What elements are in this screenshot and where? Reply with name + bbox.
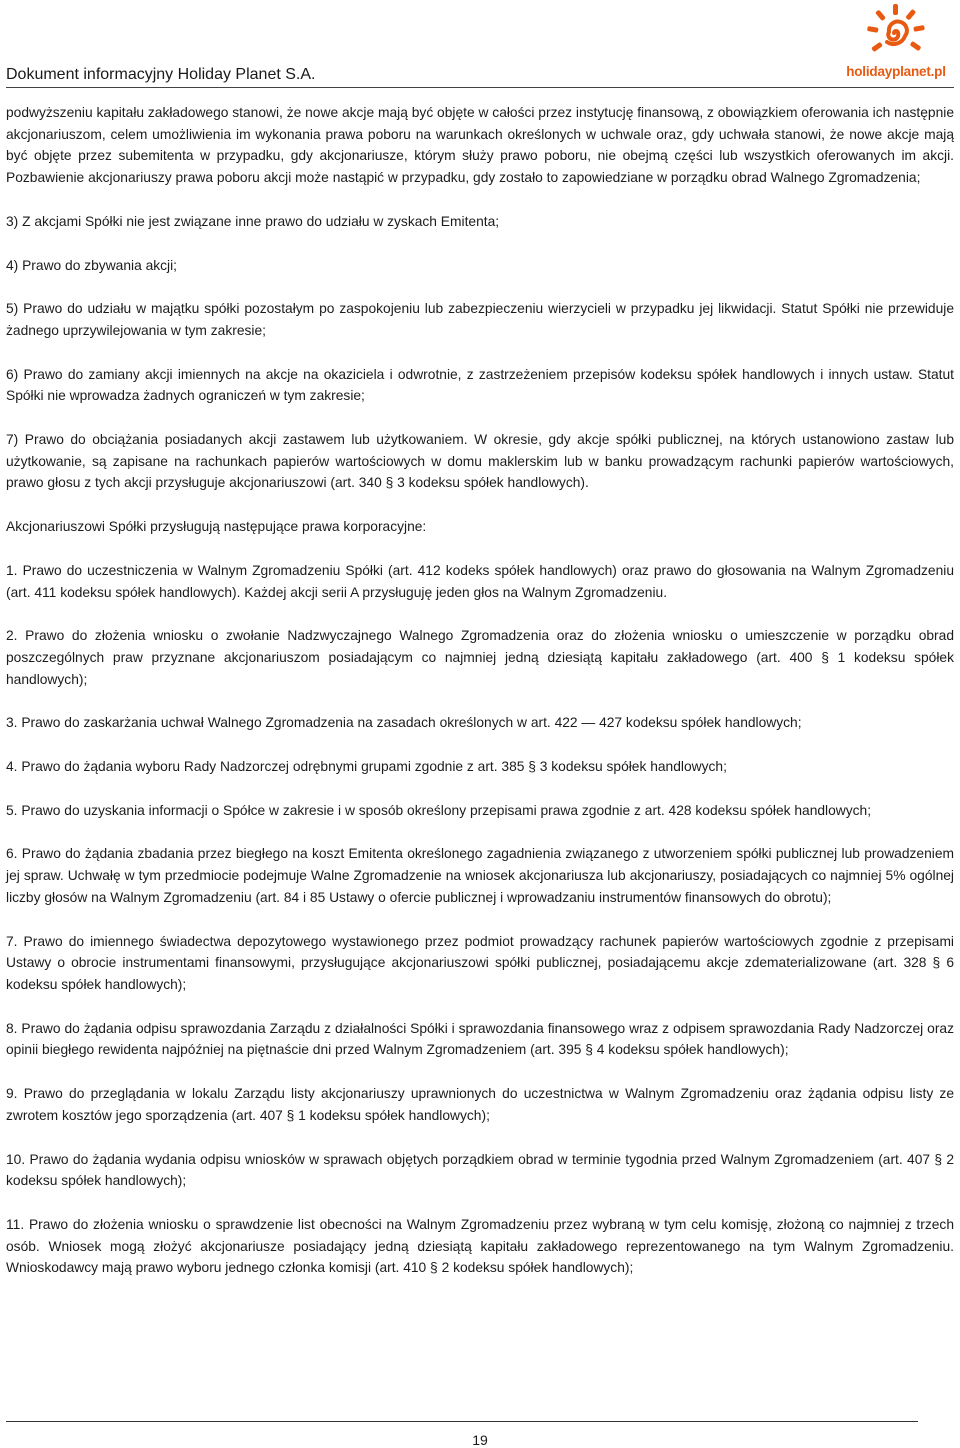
- paragraph: 7) Prawo do obciążania posiadanych akcji zastawem lub użytkowaniem. W okresie, gdy akcje spółki publicznej, na których ustanowiono zastaw lub użytkowanie, są zapisane na rachunkach papierów wartościowych w domu maklerskim lub w banku prowadzącym rachunki papierów wartościowych, prawo głosu z tych akcji przysługuje akcjonariuszowi (art. 340 § 3 kodeksu spółek handlowych).: [6, 432, 954, 491]
- paragraph: 5. Prawo do uzyskania informacji o Spółce w zakresie i w sposób określony przepisami prawa zgodnie z art. 428 kodeksu spółek handlowych;: [6, 802, 872, 818]
- page-number: 19: [472, 1432, 488, 1448]
- paragraph: 7. Prawo do imiennego świadectwa depozytowego wystawionego przez podmiot prowadzący rachunek papierów wartościowych zgodnie z przepisami Ustawy o obrocie instrumentami finansowymi, przysługujące akcjonariuszowi spółki publicznej, posiadającemu akcje zdematerializowane (art. 328 § 6 kodeksu spółek handlowych);: [6, 933, 954, 992]
- paragraph: 1. Prawo do uczestniczenia w Walnym Zgromadzeniu Spółki (art. 412 kodeks spółek handlowych) oraz prawo do głosowania na Walnym Zgromadzeniu (art. 411 kodeksu spółek handlowych). Każdej akcji serii A przysługuję jeden głos na Walnym Zgromadzeniu.: [6, 562, 954, 600]
- logo-text: holidayplanet.pl: [846, 64, 946, 79]
- paragraph: 6) Prawo do zamiany akcji imiennych na akcje na okaziciela i odwrotnie, z zastrzeżeniem przepisów kodeksu spółek handlowych i innych ustaw. Statut Spółki nie wprowadza żadnych ograniczeń w tym zakresie;: [6, 366, 954, 404]
- footer-divider: [6, 1421, 918, 1422]
- paragraph: 10. Prawo do żądania wydania odpisu wniosków w sprawach objętych porządkiem obrad w terminie tygodnia przed Walnym Zgromadzeniem (art. 407 § 2 kodeksu spółek handlowych);: [6, 1151, 954, 1189]
- page-header: [0, 0, 960, 88]
- paragraph: 3) Z akcjami Spółki nie jest związane inne prawo do udziału w zyskach Emitenta;: [6, 213, 500, 229]
- paragraph: 2. Prawo do złożenia wniosku o zwołanie Nadzwyczajnego Walnego Zgromadzenia oraz do złożenia wniosku o umieszczenie w porządku obrad poszczególnych praw przyznane akcjonariuszom posiadającym co najmniej jedną dziesiątą kapitału zakładowego (art. 400 § 1 kodeksu spółek handlowych);: [6, 628, 954, 687]
- paragraph: podwyższeniu kapitału zakładowego stanowi, że nowe akcje mają być objęte w całości przez instytucję finansową, z obowiązkiem oferowania ich następnie akcjonariuszom, celem umożliwienia im wykonania prawa poboru na warunkach określonych w uchwale oraz, gdy uchwała stanowi, że nowe akcje mają być objęte przez subemitenta w przypadku, gdy akcjonariusze, którym służy prawo poboru, nie obejmą części lub wszystkich oferowanych im akcji. Pozbawienie akcjonariuszy prawa poboru akcji może nastąpić w przypadku, gdy zostało to zapowiedziane w porządku obrad Walnego Zgromadzenia;: [6, 105, 954, 186]
- paragraph: 8. Prawo do żądania odpisu sprawozdania Zarządu z działalności Spółki i sprawozdania finansowego wraz z odpisem sprawozdania Rady Nadzorczej oraz opinii biegłego rewidenta najpóźniej na piętnaście dni przed Walnym Zgromadzeniem (art. 395 § 4 kodeksu spółek handlowych);: [6, 1020, 954, 1058]
- paragraph: Akcjonariuszowi Spółki przysługują następujące prawa korporacyjne:: [6, 519, 427, 535]
- holidayplanet-logo: [836, 2, 956, 84]
- paragraph: 6. Prawo do żądania zbadania przez biegłego na koszt Emitenta określonego zagadnienia związanego z utworzeniem spółki publicznej lub prowadzeniem jej spraw. Uchwałę w tym przedmiocie podejmuje Walne Zgromadzenie na wniosek akcjonariusza lub akcjonariuszy, posiadających co najmniej 5% ogólnej liczby głosów na Walnym Zgromadzeniu (art. 84 i 85 Ustawy o ofercie publicznej i wprowadzaniu instrumentów finansowych do obrotu);: [6, 846, 954, 905]
- paragraph: 4. Prawo do żądania wyboru Rady Nadzorczej odrębnymi grupami zgodnie z art. 385 § 3 kodeksu spółek handlowych;: [6, 759, 727, 775]
- header-divider: [6, 87, 954, 88]
- paragraph: 4) Prawo do zbywania akcji;: [6, 257, 178, 273]
- sun-swirl-icon: [858, 2, 934, 64]
- paragraph: 11. Prawo do złożenia wniosku o sprawdzenie list obecności na Walnym Zgromadzeniu przez wybraną w tym celu komisję, złożoną co najmniej z trzech osób. Wniosek mogą złożyć akcjonariusze posiadający jedną dziesiątą kapitału zakładowego reprezentowanego na tym Walnym Zgromadzeniu. Wnioskodawcy mają prawo wyboru jednego członka komisji (art. 410 § 2 kodeksu spółek handlowych);: [6, 1216, 954, 1276]
- paragraph: 5) Prawo do udziału w majątku spółki pozostałym po zaspokojeniu lub zabezpieczeniu wierzycieli w przypadku jej likwidacji. Statut Spółki nie przewiduje żadnego uprzywilejowania w tym zakresie;: [6, 301, 954, 338]
- document-title: Dokument informacyjny Holiday Planet S.A.: [6, 66, 316, 83]
- paragraph: 3. Prawo do zaskarżania uchwał Walnego Zgromadzenia na zasadach określonych w art. 422 — 427 kodeksu spółek handlowych;: [6, 715, 802, 731]
- document-body: [6, 102, 954, 1301]
- paragraph: 9. Prawo do przeglądania w lokalu Zarządu listy akcjonariuszy uprawnionych do uczestnictwa w Walnym Zgromadzeniu oraz żądania odpisu listy ze zwrotem kosztów jego sporządzenia (art. 407 § 1 kodeksu spółek handlowych);: [6, 1086, 954, 1123]
